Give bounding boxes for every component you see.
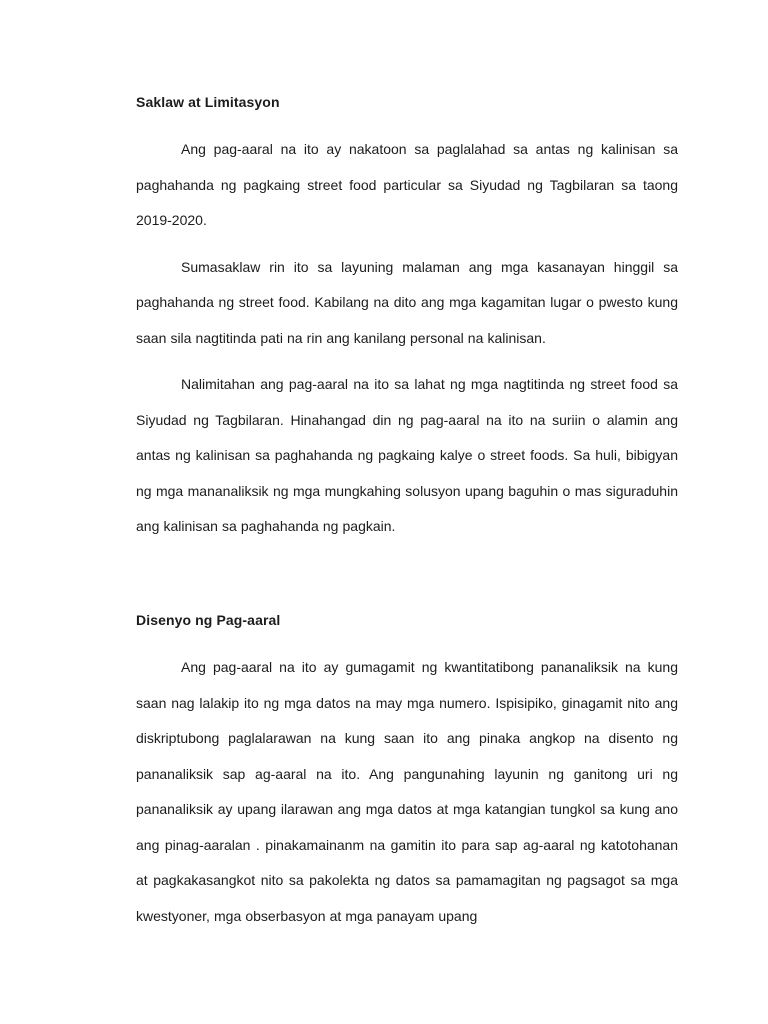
body-paragraph: Ang pag-aaral na ito ay nakatoon sa paglalahad sa antas ng kalinisan sa paghahanda ng pagkaing street food particular sa Siyudad ng Tagbilaran sa taong 2019-2020. xyxy=(136,141,678,228)
section-saklaw-at-limitasyon xyxy=(136,88,678,545)
body-paragraph: Ang pag-aaral na ito ay gumagamit ng kwantitatibong pananaliksik na kung saan nag lalakip ito ng mga datos na may mga numero. Ispisipiko, ginagamit nito ang diskriptubong paglalarawan na kung saan ito ang pinaka angkop na disento ng pananaliksik sap ag-aaral na ito. Ang pangunahing layunin ng ganitong uri ng pananaliksik ay upang ilarawan ang mga datos at mga katangian tungkol sa kung ano ang pinag-aaralan . pinakamainanm na gamitin ito para sap ag-aaral ng katotohanan at pagkakasangkot nito sa pakolekta ng datos sa pamamagitan ng pagsagot sa mga kwestyoner, mga obserbasyon at mga panayam upang xyxy=(136,659,678,924)
section-heading: Saklaw at Limitasyon xyxy=(136,94,280,110)
body-paragraph: Nalimitahan ang pag-aaral na ito sa lahat ng mga nagtitinda ng street food sa Siyudad ng Tagbilaran. Hinahangad din ng pag-aaral na ito na suriin o alamin ang antas ng kalinisan sa paghahanda ng pagkaing kalye o street foods. Sa huli, bibigyan ng mga mananaliksik ng mga mungkahing solusyon upang baguhin o mas siguraduhin ang kalinisan sa paghahanda ng pagkain. xyxy=(136,376,678,534)
section-heading: Disenyo ng Pag-aaral xyxy=(136,612,281,628)
section-disenyo-ng-pag-aaral xyxy=(136,606,678,934)
body-paragraph: Sumasaklaw rin ito sa layuning malaman ang mga kasanayan hinggil sa paghahanda ng street food. Kabilang na dito ang mga kagamitan lugar o pwesto kung saan sila nagtitinda pati na rin ang kanilang personal na kalinisan. xyxy=(136,258,678,346)
